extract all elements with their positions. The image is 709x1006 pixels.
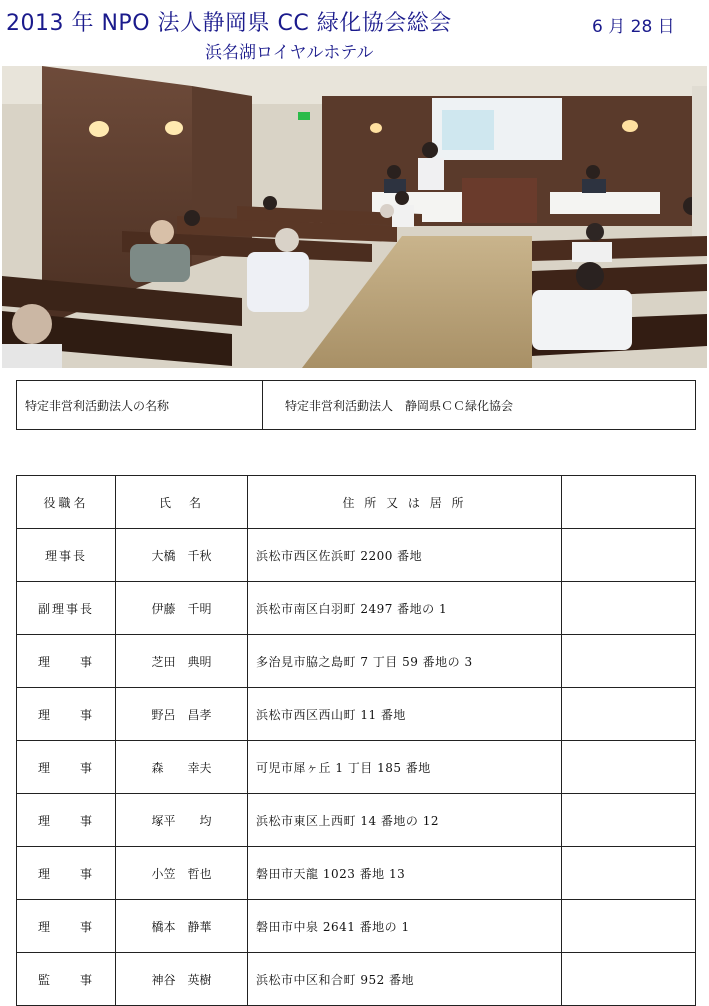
organization-name-label: 特定非営利活動法人の名称 [17, 381, 263, 429]
table-row [17, 953, 696, 1006]
table-row [17, 582, 696, 635]
page-title: 2013 年 NPO 法人静岡県 CC 緑化協会総会 [6, 11, 452, 36]
officer-role: 理 事 [17, 635, 116, 688]
officer-address: 浜松市西区佐浜町 2200 番地 [248, 529, 562, 582]
officer-address: 可児市犀ヶ丘 1 丁目 185 番地 [248, 741, 562, 794]
officer-name: 芝田 典明 [116, 635, 248, 688]
table-row [17, 794, 696, 847]
officer-note [562, 794, 696, 847]
organization-name-box [16, 380, 696, 430]
officer-name: 森 幸夫 [116, 741, 248, 794]
officer-address: 浜松市東区上西町 14 番地の 12 [248, 794, 562, 847]
officer-name: 塚平 均 [116, 794, 248, 847]
officer-role: 理 事 [17, 794, 116, 847]
officer-role: 監 事 [17, 953, 116, 1006]
officer-role: 理 事 [17, 688, 116, 741]
officer-name: 神谷 英樹 [116, 953, 248, 1006]
officer-name: 伊藤 千明 [116, 582, 248, 635]
table-row [17, 688, 696, 741]
table-row [17, 741, 696, 794]
officer-role: 副理事長 [17, 582, 116, 635]
officer-name: 小笠 哲也 [116, 847, 248, 900]
officer-role: 理事長 [17, 529, 116, 582]
officers-table [16, 475, 696, 1006]
table-row [17, 635, 696, 688]
officer-address: 浜松市中区和合町 952 番地 [248, 953, 562, 1006]
officer-address: 浜松市南区白羽町 2497 番地の 1 [248, 582, 562, 635]
officer-name: 野呂 昌孝 [116, 688, 248, 741]
officer-role: 理 事 [17, 847, 116, 900]
officer-role: 理 事 [17, 741, 116, 794]
officer-note [562, 741, 696, 794]
table-row [17, 529, 696, 582]
officer-address: 磐田市天龍 1023 番地 13 [248, 847, 562, 900]
header-role: 役職名 [17, 476, 116, 529]
officer-note [562, 900, 696, 953]
officer-note [562, 688, 696, 741]
officer-address: 多治見市脇之島町 7 丁目 59 番地の 3 [248, 635, 562, 688]
header-name: 氏 名 [116, 476, 248, 529]
header-address: 住 所 又 は 居 所 [248, 476, 562, 529]
meeting-venue: 浜名湖ロイヤルホテル [205, 43, 374, 63]
officer-note [562, 529, 696, 582]
organization-name-value: 特定非営利活動法人 静岡県ＣＣ緑化協会 [285, 398, 514, 413]
officers-table-header [17, 476, 696, 529]
officer-role: 理 事 [17, 900, 116, 953]
officer-note [562, 635, 696, 688]
officer-address: 磐田市中泉 2641 番地の 1 [248, 900, 562, 953]
officer-note [562, 582, 696, 635]
officer-note [562, 953, 696, 1006]
table-row [17, 900, 696, 953]
officer-name: 橋本 静華 [116, 900, 248, 953]
meeting-hall-photo [2, 66, 707, 368]
table-row [17, 847, 696, 900]
page-header [0, 0, 709, 66]
officer-address: 浜松市西区西山町 11 番地 [248, 688, 562, 741]
officer-name: 大橋 千秋 [116, 529, 248, 582]
header-blank [562, 476, 696, 529]
meeting-date: 6 月 28 日 [592, 17, 675, 37]
officer-note [562, 847, 696, 900]
